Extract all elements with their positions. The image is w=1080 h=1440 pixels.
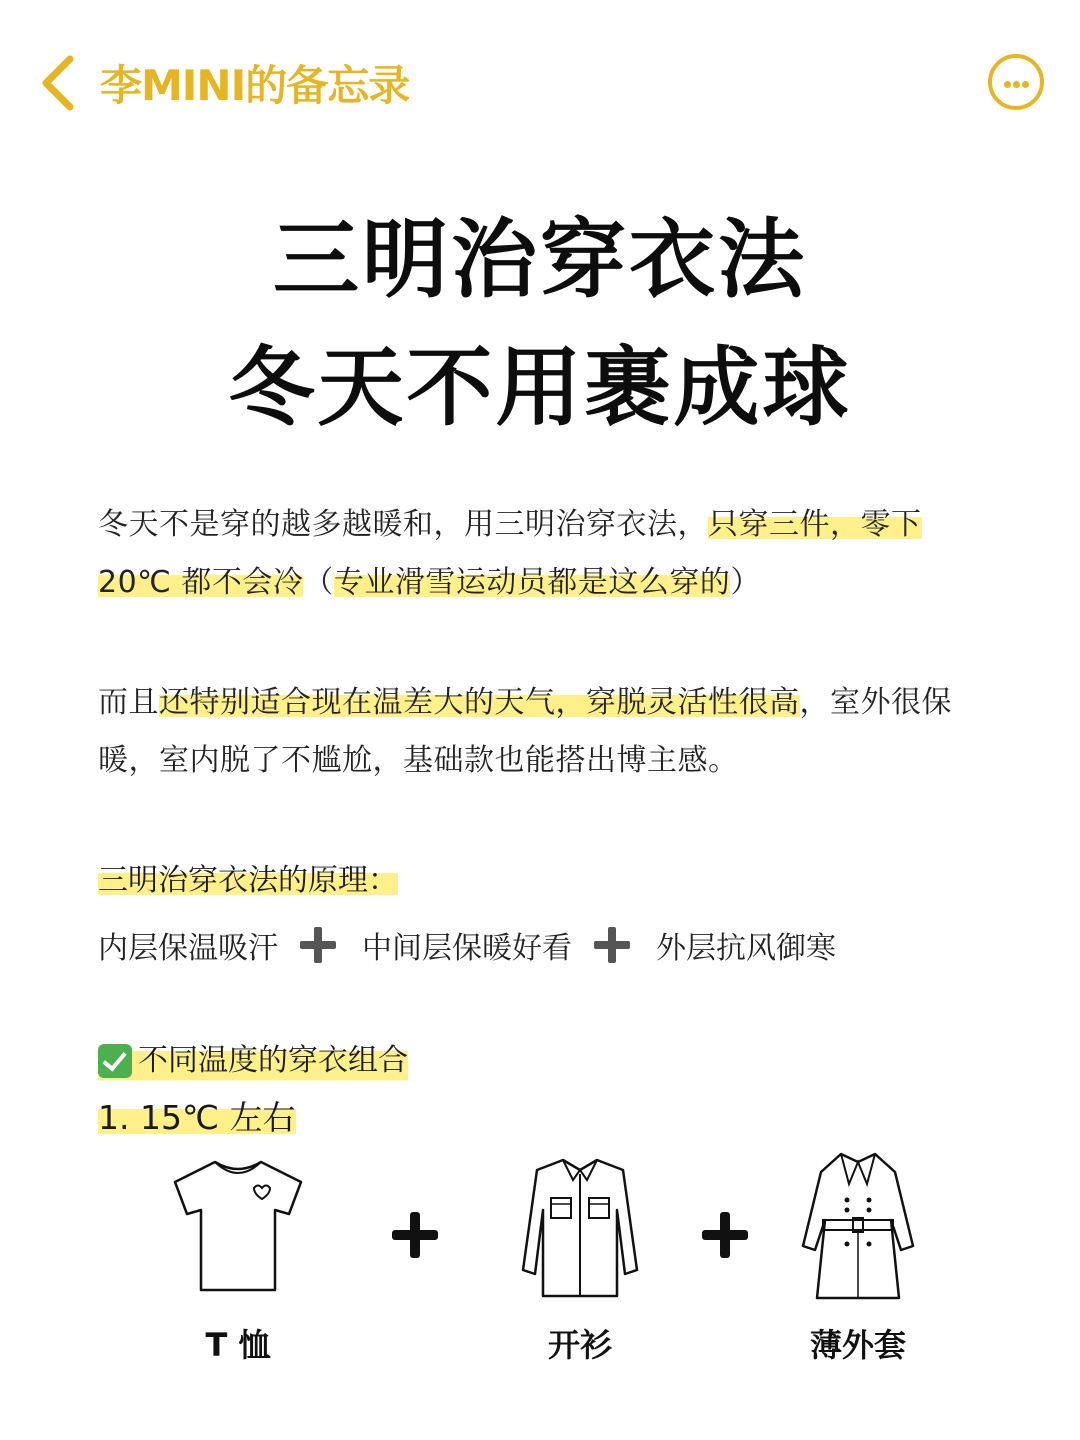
- layers-row: [98, 920, 836, 970]
- para-highlight: 还特别适合现在温差大的天气，穿脱灵活性很高: [159, 685, 800, 720]
- intro-paragraph: [98, 496, 988, 612]
- nav-bar: [0, 0, 1080, 170]
- para-text: 冬天不是穿的越多越暖和，用三明治穿衣法，: [98, 507, 708, 542]
- item-label: T 恤: [205, 1326, 271, 1364]
- para-text: （: [303, 565, 334, 600]
- plus-icon: [392, 1212, 438, 1258]
- headline-line-1: 三明治穿衣法: [273, 210, 807, 310]
- plus-icon: [594, 927, 630, 963]
- para-highlight: 只穿三件，零下20℃ 都不会冷: [98, 507, 922, 600]
- temp-label: [98, 1094, 296, 1142]
- combos-title-text: 不同温度的穿衣组合: [138, 1043, 408, 1078]
- para-text: ，室外很保暖，室内脱了不尴尬，基础款也能搭出博主感。: [98, 685, 952, 778]
- check-mark-icon: [98, 1044, 132, 1078]
- clothing-item-cardigan: [480, 1150, 680, 1370]
- more-dot: [1013, 81, 1020, 88]
- para-text: ）: [730, 565, 761, 600]
- item-label: 薄外套: [809, 1326, 906, 1364]
- nav-title: 李MINI的备忘录: [100, 61, 410, 110]
- item-label: 开衫: [547, 1326, 612, 1364]
- temp-label-text: 1. 15℃ 左右: [98, 1098, 296, 1137]
- more-horizontal-icon: [1004, 81, 1011, 88]
- shirt-icon: [505, 1150, 655, 1300]
- layer-outer: 外层抗风御寒: [656, 931, 836, 966]
- tshirt-icon: [163, 1150, 313, 1300]
- plus-icon: [702, 1212, 748, 1258]
- combos-title: [98, 1038, 408, 1084]
- chevron-left-icon[interactable]: [38, 55, 78, 111]
- layer-inner: 内层保温吸汗: [98, 931, 278, 966]
- clothing-item-coat: [758, 1150, 958, 1370]
- more-dot: [1022, 81, 1029, 88]
- combos-title-highlight: [98, 1038, 408, 1084]
- trench-coat-icon: [783, 1150, 933, 1300]
- headline-line-2: 冬天不用裹成球: [228, 338, 852, 438]
- para-text: 而且: [98, 685, 159, 720]
- layer-middle: 中间层保暖好看: [362, 931, 572, 966]
- detail-paragraph: [98, 674, 988, 790]
- more-options-button[interactable]: [988, 54, 1044, 110]
- plus-icon: [300, 927, 336, 963]
- para-highlight: 专业滑雪运动员都是这么穿的: [333, 565, 731, 600]
- clothing-item-tshirt: [138, 1150, 338, 1370]
- principle-title-text: 三明治穿衣法的原理：: [98, 863, 398, 898]
- principle-title: [98, 858, 398, 904]
